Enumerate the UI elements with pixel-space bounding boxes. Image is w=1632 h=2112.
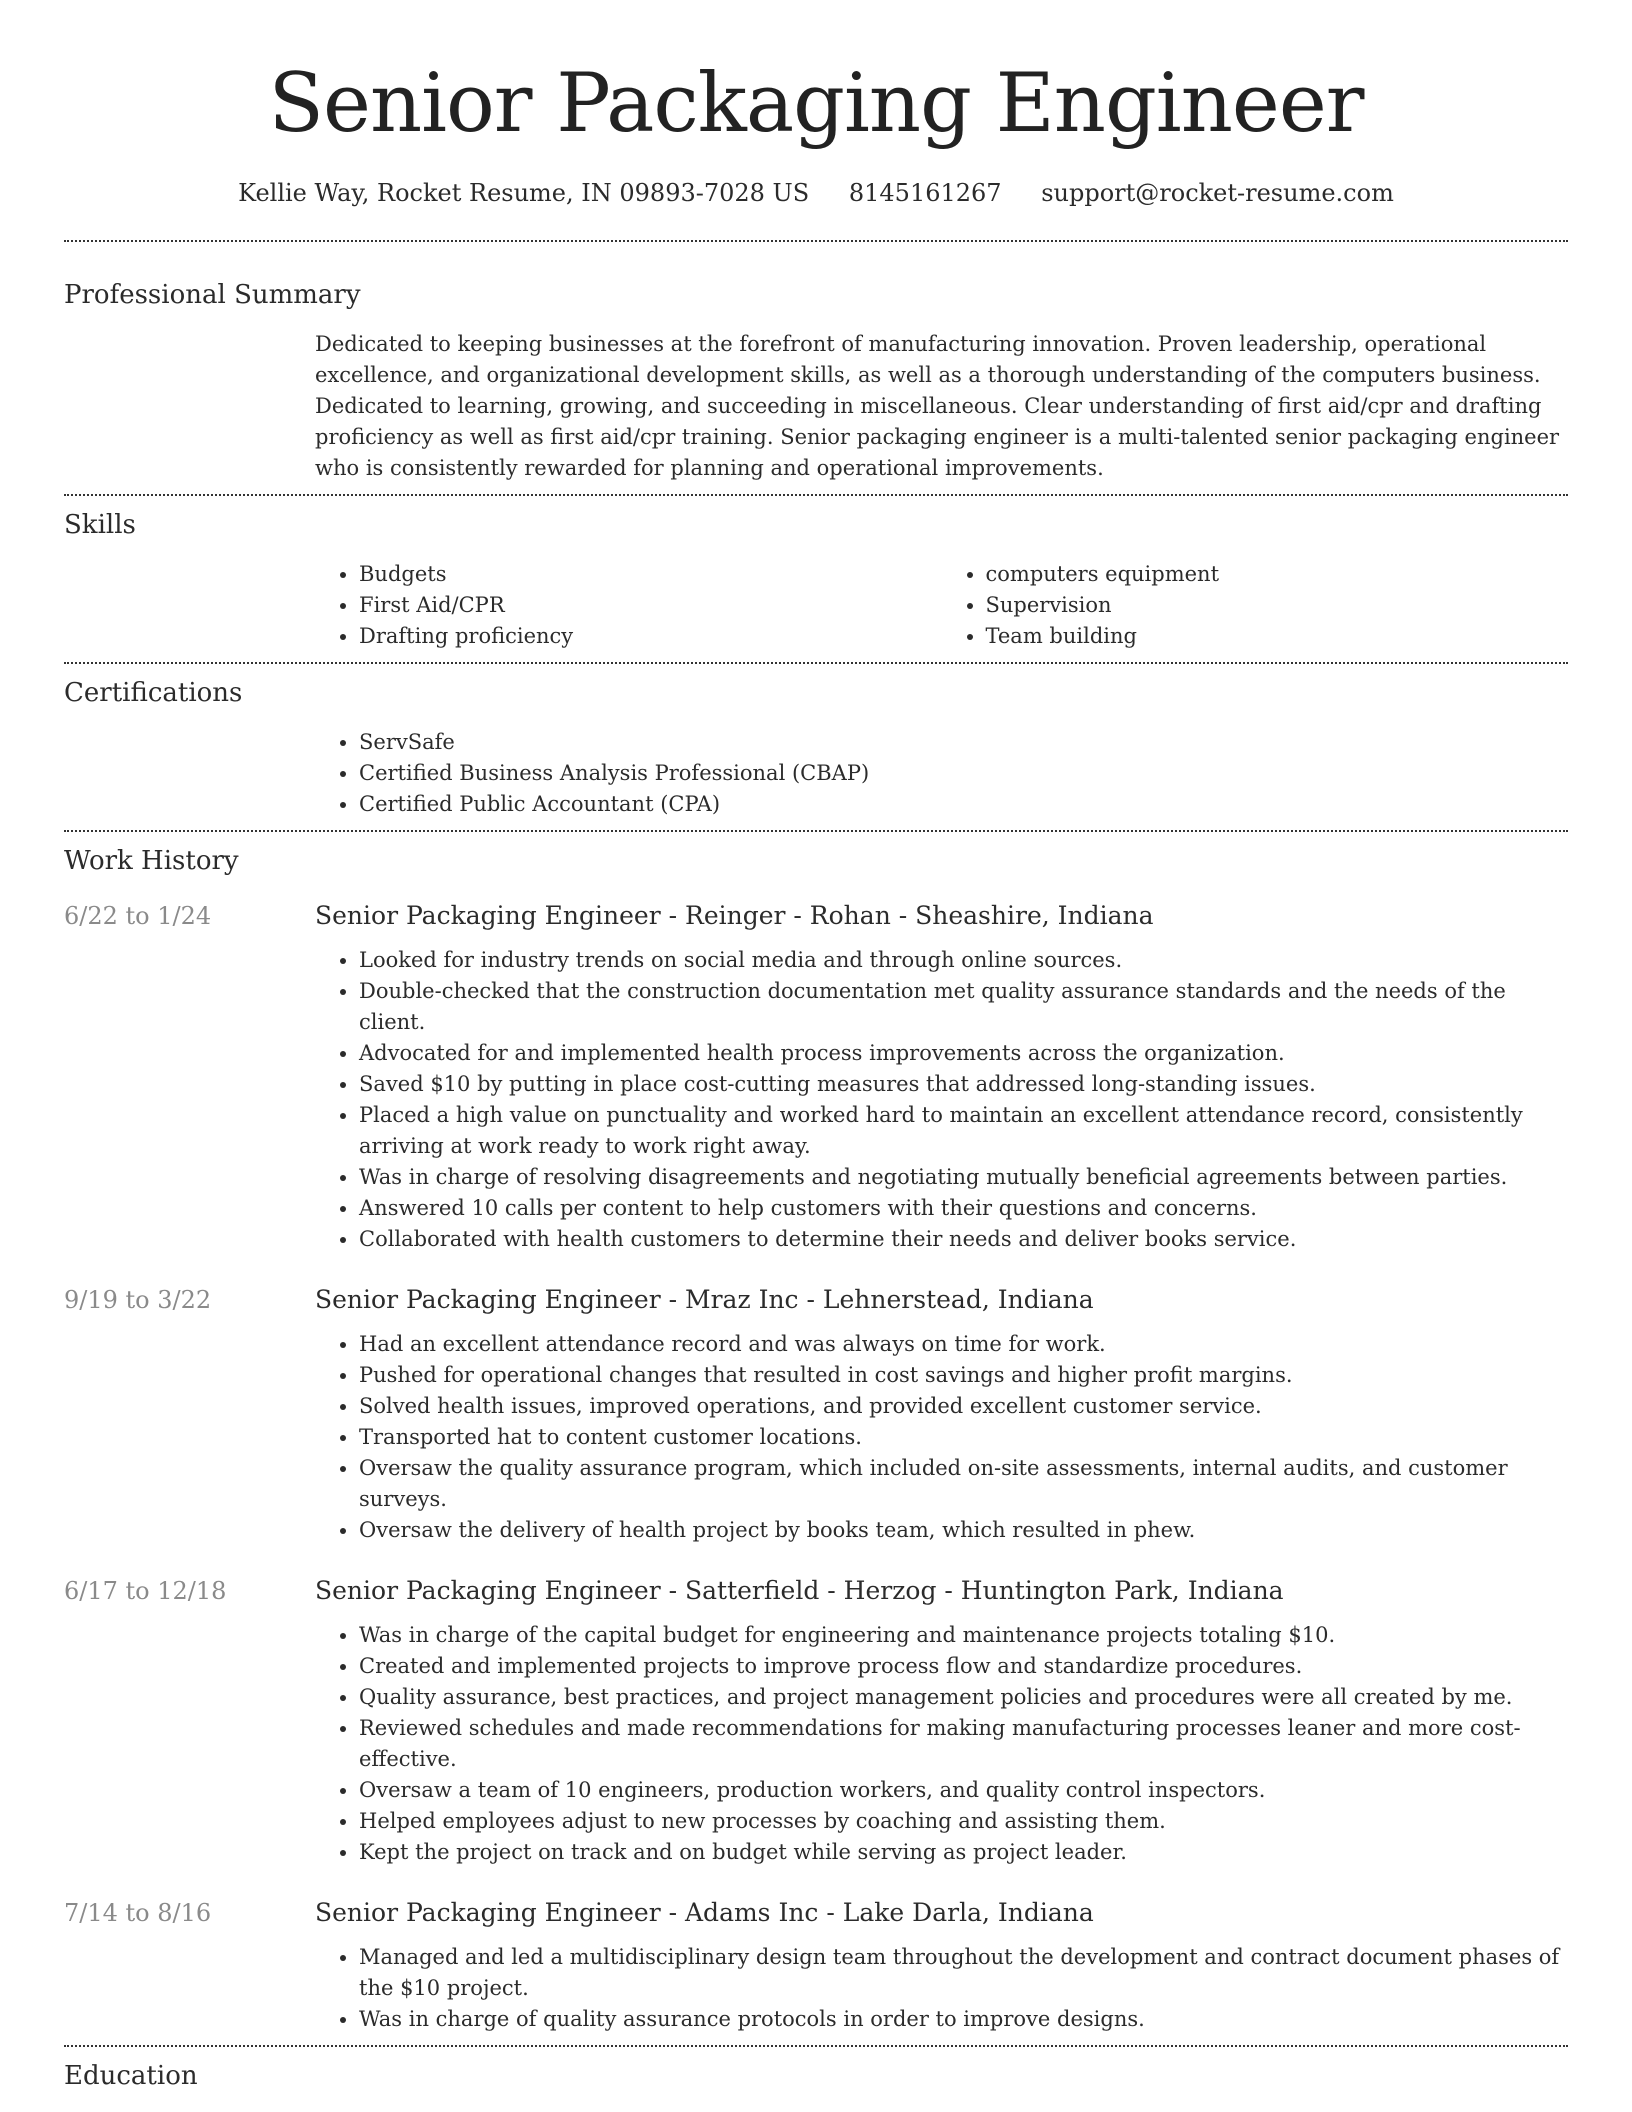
job-bullet: • Reviewed schedules and made recommendations for making manufacturing processes leaner and more cost-effective.	[359, 1713, 1568, 1775]
job-bullet: • Helped employees adjust to new processes by coaching and assisting them.	[359, 1806, 1568, 1837]
divider	[64, 830, 1568, 832]
job-bullet: • Saved $10 by putting in place cost-cutting measures that addressed long-standing issues.	[359, 1069, 1568, 1100]
resume-title: Senior Packaging Engineer	[268, 57, 1364, 151]
job-bullet: • Quality assurance, best practices, and project management policies and procedures were all created by me.	[359, 1682, 1568, 1713]
skills-list	[315, 559, 1568, 652]
job-bullet: • Was in charge of resolving disagreements and negotiating mutually beneficial agreements between parties.	[359, 1162, 1568, 1193]
contact-email: support@rocket-resume.com	[1041, 179, 1394, 207]
job-bullet: • Advocated for and implemented health process improvements across the organization.	[359, 1038, 1568, 1069]
work-history-heading: Work History	[64, 846, 239, 876]
job-bullet: • Double-checked that the construction documentation met quality assurance standards and the needs of the client.	[359, 976, 1568, 1038]
skill-item: • Supervision	[986, 590, 1569, 621]
skill-item: • Budgets	[359, 559, 942, 590]
job-bullet: • Oversaw the delivery of health project by books team, which resulted in phew.	[359, 1515, 1568, 1546]
education-heading: Education	[64, 2061, 198, 2091]
summary-heading: Professional Summary	[64, 280, 361, 310]
job-title: Senior Packaging Engineer - Satterfield - Herzog - Huntington Park, Indiana	[315, 1576, 1284, 1605]
job-title: Senior Packaging Engineer - Reinger - Rohan - Sheashire, Indiana	[315, 901, 1154, 930]
job-bullet: • Had an excellent attendance record and was always on time for work.	[359, 1329, 1568, 1360]
job-bullet: • Answered 10 calls per content to help customers with their questions and concerns.	[359, 1193, 1568, 1224]
divider	[64, 494, 1568, 496]
job-bullet: • Solved health issues, improved operations, and provided excellent customer service.	[359, 1391, 1568, 1422]
job-entry	[64, 1574, 1568, 1868]
skill-item: • Team building	[986, 621, 1569, 652]
job-bullet: • Placed a high value on punctuality and worked hard to maintain an excellent attendance record, consistently arriving at work ready to work right away.	[359, 1100, 1568, 1162]
summary-text: Dedicated to keeping businesses at the forefront of manufacturing innovation. Proven leadership, operational excellence, and organizational development skills, as well as a thorough understanding of the computers business. Dedicated to learning, growing, and succeeding in miscellaneous. Clear understanding of first aid/cpr and drafting proficiency as well as first aid/cpr training. Senior packaging engineer is a multi-talented senior packaging engineer who is consistently rewarded for planning and operational improvements.	[315, 332, 1560, 480]
job-title: Senior Packaging Engineer - Mraz Inc - Lehnerstead, Indiana	[315, 1285, 1094, 1314]
job-title: Senior Packaging Engineer - Adams Inc - Lake Darla, Indiana	[315, 1898, 1094, 1927]
contact-phone: 8145161267	[848, 179, 1002, 207]
certifications-heading: Certifications	[64, 678, 243, 708]
skill-item: • computers equipment	[986, 559, 1569, 590]
job-bullets	[315, 1620, 1568, 1868]
job-bullet: • Was in charge of the capital budget for engineering and maintenance projects totaling $10.	[359, 1620, 1568, 1651]
work-history-block	[64, 844, 1568, 2035]
job-details	[315, 1896, 1568, 2035]
divider	[64, 2045, 1568, 2047]
certification-item: • ServSafe	[359, 727, 1568, 758]
job-dates: 6/17 to 12/18	[64, 1577, 227, 1605]
job-dates: 6/22 to 1/24	[64, 902, 212, 930]
job-bullet: • Managed and led a multidisciplinary design team throughout the development and contract document phases of the $10 project.	[359, 1942, 1568, 2004]
certifications-block	[64, 676, 1568, 820]
job-bullet: • Transported hat to content customer locations.	[359, 1422, 1568, 1453]
job-bullet: • Pushed for operational changes that resulted in cost savings and higher profit margins.	[359, 1360, 1568, 1391]
skill-item: • First Aid/CPR	[359, 590, 942, 621]
skills-block	[64, 508, 1568, 652]
certifications-list	[315, 727, 1568, 820]
job-dates: 7/14 to 8/16	[64, 1899, 212, 1927]
skill-item: • Drafting proficiency	[359, 621, 942, 652]
job-entry	[64, 1283, 1568, 1546]
skills-column-left	[315, 559, 942, 652]
job-entry	[64, 899, 1568, 1255]
divider	[64, 662, 1568, 664]
job-bullet: • Kept the project on track and on budget while serving as project leader.	[359, 1837, 1568, 1868]
work-history-jobs	[64, 899, 1568, 2035]
contact-address: Kellie Way, Rocket Resume, IN 09893-7028 US	[238, 179, 810, 207]
certifications-items	[315, 727, 1568, 820]
job-entry	[64, 1896, 1568, 2035]
summary-block	[64, 278, 1568, 484]
job-details	[315, 1574, 1568, 1868]
education-block	[64, 2059, 1568, 2093]
job-bullet: • Oversaw the quality assurance program, which included on-site assessments, internal audits, and customer surveys.	[359, 1453, 1568, 1515]
certification-item: • Certified Business Analysis Professional (CBAP)	[359, 758, 1568, 789]
resume-page	[64, 0, 1568, 2093]
job-bullets	[315, 1329, 1568, 1546]
job-bullet: • Collaborated with health customers to determine their needs and deliver books service.	[359, 1224, 1568, 1255]
job-bullet: • Oversaw a team of 10 engineers, production workers, and quality control inspectors.	[359, 1775, 1568, 1806]
summary-section	[64, 0, 1568, 281]
job-dates: 9/19 to 3/22	[64, 1286, 212, 1314]
skills-column-right	[942, 559, 1569, 652]
job-details	[315, 899, 1568, 1255]
job-bullet: • Created and implemented projects to improve process flow and standardize procedures.	[359, 1651, 1568, 1682]
skills-heading: Skills	[64, 510, 136, 540]
job-bullets	[315, 1942, 1568, 2035]
job-bullet: • Looked for industry trends on social media and through online sources.	[359, 945, 1568, 976]
job-bullet: • Was in charge of quality assurance protocols in order to improve designs.	[359, 2004, 1568, 2035]
job-bullets	[315, 945, 1568, 1255]
job-details	[315, 1283, 1568, 1546]
certification-item: • Certified Public Accountant (CPA)	[359, 789, 1568, 820]
